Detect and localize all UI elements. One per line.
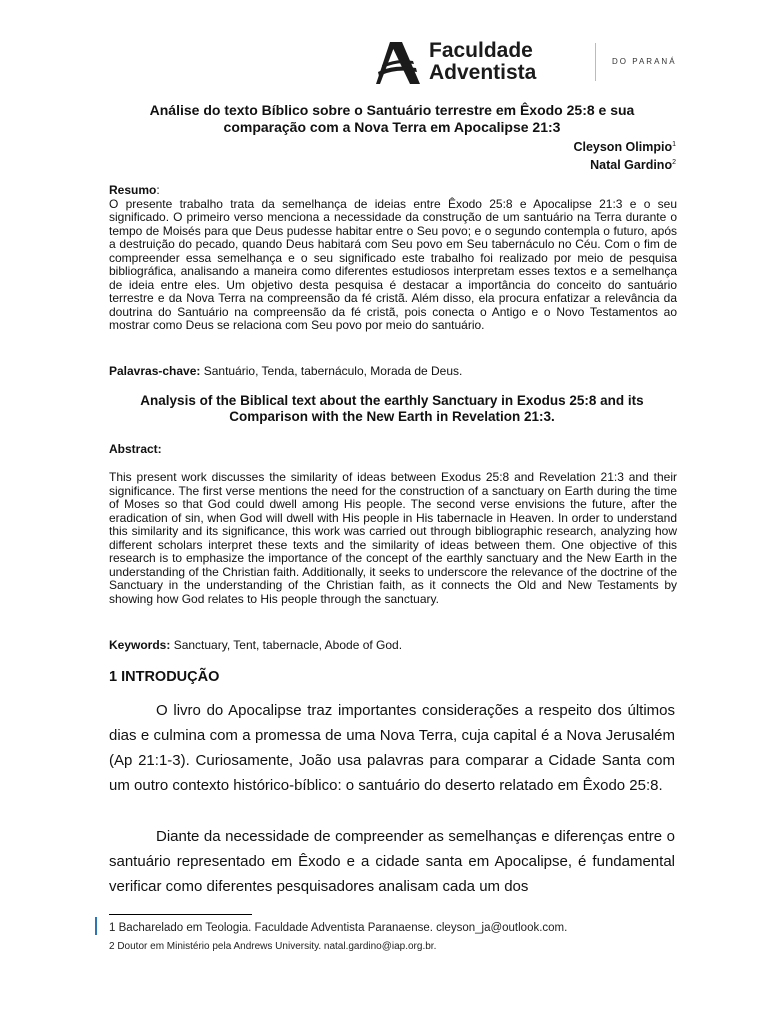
footnote-2: 2 Doutor em Ministério pela Andrews University. natal.gardino@iap.org.br.	[109, 941, 437, 952]
abstract-label: Abstract:	[109, 442, 162, 456]
keywords	[109, 639, 677, 653]
footnote-mark: 2	[672, 159, 676, 167]
resumo-label: Resumo	[109, 183, 157, 197]
faculdade-logo-mark	[376, 42, 420, 84]
author-1	[573, 137, 676, 155]
english-title: Analysis of the Biblical text about the earthly Sanctuary in Exodus 25:8 and its Comparison with the New Earth in Revelation 21:3.	[140, 393, 644, 424]
resumo-heading: Resumo:	[109, 183, 160, 197]
author-name: Cleyson Olimpio	[573, 140, 673, 155]
logo-divider	[595, 43, 596, 81]
logo-wordmark	[429, 40, 536, 84]
palavras-chave	[109, 365, 677, 379]
palavras-chave-label: Palavras-chave:	[109, 364, 201, 378]
section-heading: 1 INTRODUÇÃO	[109, 669, 220, 685]
logo-subtitle: DO PARANÁ	[612, 57, 677, 66]
revision-marker	[95, 917, 97, 935]
footnote-mark: 1	[672, 141, 676, 148]
abstract-heading	[109, 443, 677, 457]
institution-logo	[376, 40, 706, 88]
resumo-text: O presente trabalho trata da semelhança de ideias entre Êxodo 25:8 e Apocalipse 21:3 e o seu significado. O primeiro verso menciona a necessidade da construção de um santuário na Terra durante o tempo de Moisés para que Deus pudesse habitar entre o Seu povo; e o segundo contempla o futuro, após a destruição do pecado, quando Deus habitará com Seu povo em Seu tabernáculo no Céu. Com o fim de compreender essa semelhança e o seu significado este trabalho foi realizado por meio de pesquisa bibliográfica, analisando a maneira como diferentes estudiosos interpretam esses textos e a semelhança de ideia entre eles. Um objetivo desta pesquisa é destacar a importância do conceito do santuário terrestre e da Nova Terra na compreensão da fé cristã. Além disso, ela procura enfatizar a relevância da doutrina do Santuário na compreensão da fé cristã, pois conecta o Antigo e o Novo Testamentos ao mostrar como Deus se relaciona com Seu povo por meio do santuário.	[109, 196, 677, 332]
logo-line1: Faculdade	[429, 39, 533, 62]
author-2	[573, 155, 676, 173]
keywords-label: Keywords:	[109, 638, 171, 652]
footnote-1: 1 Bacharelado em Teologia. Faculdade Adventista Paranaense. cleyson_ja@outlook.com.	[109, 922, 568, 934]
author-list	[573, 137, 676, 173]
logo-line2: Adventista	[429, 61, 537, 84]
paper-title: Análise do texto Bíblico sobre o Santuário terrestre em Êxodo 25:8 e sua comparação com a Nova Terra em Apocalipse 21:3	[149, 102, 635, 135]
keywords-text: Sanctuary, Tent, tabernacle, Abode of God.	[170, 638, 403, 652]
intro-paragraph-2: Diante da necessidade de compreender as semelhanças e diferenças entre o santuário representado em Êxodo e a cidade santa em Apocalipse, é fundamental verificar como diferentes pesquisadores analisam cada um dos	[109, 828, 675, 895]
resumo-section	[109, 184, 677, 333]
author-name: Natal Gardino	[590, 158, 673, 173]
footnote-separator	[109, 914, 252, 915]
abstract-text: This present work discusses the similarity of ideas between Exodus 25:8 and Revelation 21:3 and their significance. The first verse mentions the need for the construction of a sanctuary on Earth during the time of Moses so that God could dwell among His people. The second verse envisions the future, after the eradication of sin, when God will dwell with His people in His tabernacle in Heaven. In order to understand this similarity and its significance, this work was carried out through bibliographic research, analyzing how different scholars interpret these texts and the similarity of ideas between them. One objective of this research is to emphasize the importance of the concept of the earthly sanctuary and the New Earth in the understanding of the Christian faith. Additionally, it seeks to underscore the relevance of the doctrine of the Sanctuary in the understanding of the Christian faith, as it connects the Old and New Testaments by showing how God relates to His people through the sanctuary.	[109, 470, 677, 606]
intro-paragraph-1: O livro do Apocalipse traz importantes considerações a respeito dos últimos dias e culmina com a promessa de uma Nova Terra, cuja capital é a Nova Jerusalém (Ap 21:1-3). Curiosamente, João usa palavras para comparar a Cidade Santa com um outro contexto histórico-bíblico: o santuário do deserto relatado em Êxodo 25:8.	[109, 702, 675, 794]
palavras-chave-text: Santuário, Tenda, tabernáculo, Morada de Deus.	[200, 364, 463, 378]
